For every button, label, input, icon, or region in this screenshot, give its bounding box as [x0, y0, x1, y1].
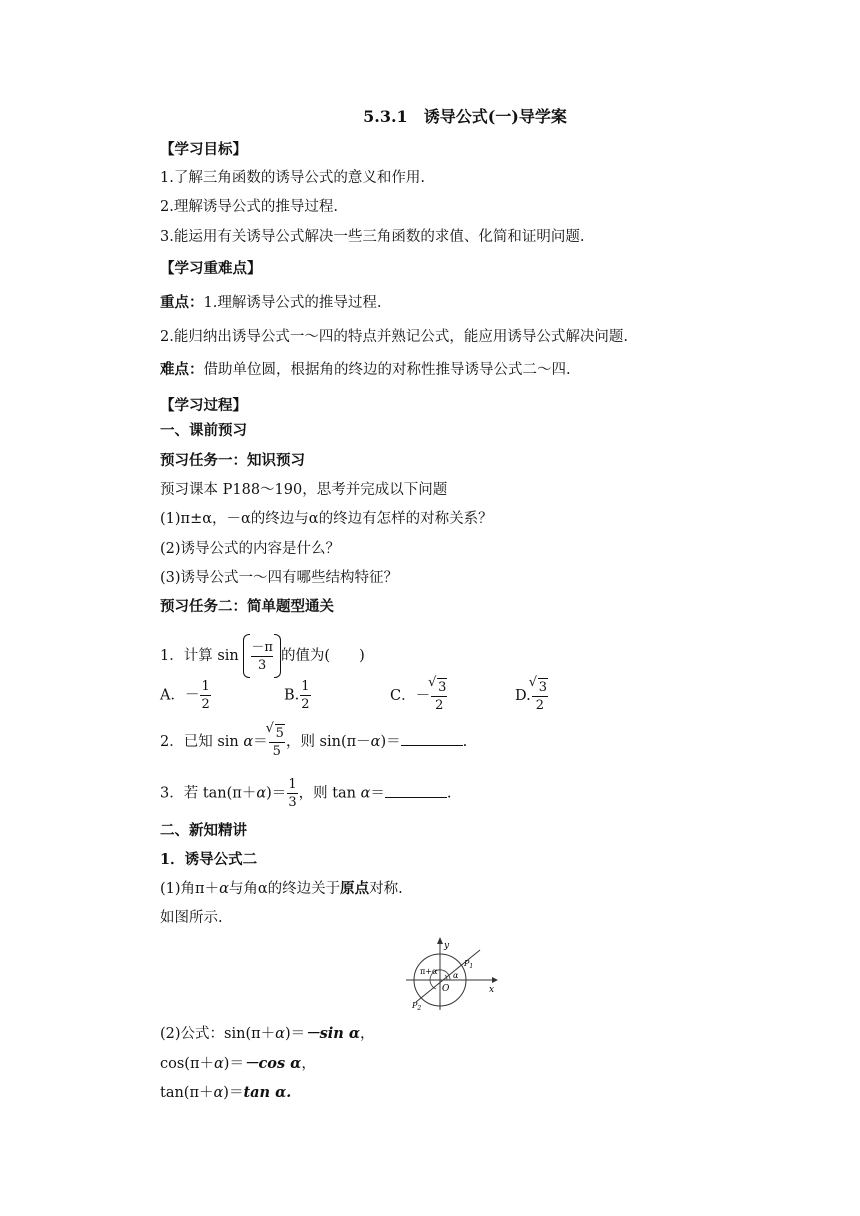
goal-2: 2.理解诱导公式的推导过程.	[160, 199, 338, 215]
option-d: D. √ $\frac{3}{2}$	[515, 678, 549, 714]
formula-cos: cos(π＋α)＝－cos α，	[160, 1055, 316, 1072]
option-c: C．－ √ $\frac{3}{2}$	[390, 678, 448, 714]
key-point-1: 重点：1.理解诱导公式的推导过程.	[160, 294, 382, 311]
formula-2-heading: 1．诱导公式二	[160, 851, 258, 868]
question-3: (3)诱导公式一～四有哪些结构特征？	[160, 570, 399, 586]
right-bracket	[274, 634, 281, 678]
goals-heading: 【学习目标】	[160, 141, 247, 158]
formula-2-line-2: 如图所示.	[160, 910, 223, 926]
page-title: 5.3.1 诱导公式(一)导学案	[363, 107, 567, 126]
unit-circle-figure	[400, 934, 500, 1014]
answer-blank[interactable]	[385, 783, 447, 798]
key-point-2: 2.能归纳出诱导公式一～四的特点并熟记公式，能应用诱导公式解决问题.	[160, 329, 628, 345]
task-2-heading: 预习任务二：简单题型通关	[160, 598, 334, 615]
exercise-2: 2．已知 sin α＝ √ $\frac{5}{5}$ ，则 sin(π－α)＝ .	[160, 724, 467, 760]
difficulty: 难点：借助单位圆，根据角的终边的对称性推导诱导公式二～四.	[160, 361, 571, 378]
process-heading: 【学习过程】	[160, 397, 247, 414]
y-axis-label: y	[444, 941, 450, 951]
question-2: (2)诱导公式的内容是什么？	[160, 541, 341, 557]
x-axis-label: x	[489, 985, 495, 995]
formula-2-line-1: (1)角π＋α与角α的终边关于原点对称.	[160, 880, 403, 897]
origin-label: O	[442, 984, 450, 994]
section-2-heading: 二、新知精讲	[160, 822, 247, 839]
left-bracket	[243, 634, 250, 678]
key-heading: 【学习重难点】	[160, 260, 262, 277]
goal-1: 1.了解三角函数的诱导公式的意义和作用.	[160, 170, 425, 186]
formula-sin: (2)公式：sin(π＋α)＝－sin α，	[160, 1025, 375, 1042]
answer-blank[interactable]	[401, 731, 463, 746]
task-1-heading: 预习任务一：知识预习	[160, 452, 305, 469]
exercise-1: 1．计算 sin $\frac{-\pi}{3}$ 的值为( )	[160, 634, 365, 678]
point-p2-label: $P_2$	[412, 1001, 422, 1012]
formula-tan: tan(π＋α)＝tan α.	[160, 1084, 292, 1101]
question-1: (1)π±α，－α的终边与α的终边有怎样的对称关系？	[160, 511, 493, 527]
point-p1-label: $P_1$	[464, 959, 474, 970]
angle-pi-plus-alpha: π+α	[420, 967, 438, 976]
preview-intro: 预习课本 P188～190，思考并完成以下问题	[160, 482, 448, 498]
exercise-3: 3．若 tan(π＋α)＝ $\frac{1}{3}$ ，则 tan α＝ .	[160, 777, 452, 810]
option-b: B. $\frac{1}{2}$	[284, 679, 310, 712]
angle-alpha: α	[453, 971, 459, 980]
goal-3: 3.能运用有关诱导公式解决一些三角函数的求值、化简和证明问题.	[160, 229, 585, 245]
section-1-heading: 一、课前预习	[160, 422, 247, 439]
option-a: A．－ $\frac{1}{2}$	[160, 679, 210, 712]
